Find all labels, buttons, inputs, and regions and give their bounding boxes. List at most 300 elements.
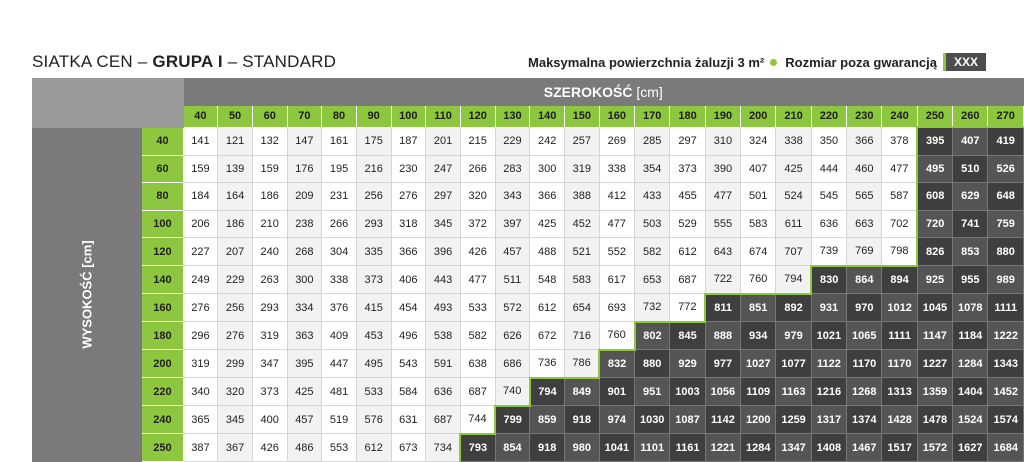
- price-cell: 503: [635, 210, 670, 238]
- price-cell: 121: [218, 127, 253, 155]
- price-cell: 299: [218, 350, 253, 378]
- price-cell: 1142: [705, 406, 740, 434]
- price-cell: 864: [847, 266, 882, 294]
- width-value: 200: [741, 106, 776, 128]
- price-cell: 859: [530, 406, 565, 434]
- price-cell: 266: [460, 155, 495, 183]
- price-cell: 793: [460, 434, 495, 462]
- price-cell: 373: [356, 266, 391, 294]
- price-cell: 460: [847, 155, 882, 183]
- width-header-unit: [cm]: [636, 84, 663, 100]
- height-value: 160: [142, 294, 183, 322]
- price-cell: 366: [530, 183, 565, 211]
- price-cell: 426: [460, 238, 495, 266]
- price-cell: 407: [953, 127, 988, 155]
- height-value: 80: [142, 183, 183, 211]
- price-cell: 1284: [741, 434, 776, 462]
- price-cell: 373: [670, 155, 705, 183]
- price-cell: 772: [670, 294, 705, 322]
- width-value: 220: [811, 106, 846, 128]
- price-cell: 1021: [811, 322, 846, 350]
- table-row: [33, 266, 1024, 294]
- table-row: [33, 238, 1024, 266]
- price-cell: 293: [252, 294, 287, 322]
- price-cell: 565: [847, 183, 882, 211]
- table-row: [33, 406, 1024, 434]
- price-cell: 175: [356, 127, 391, 155]
- price-cell: 760: [599, 322, 634, 350]
- price-cell: 617: [599, 266, 634, 294]
- table-row: [33, 155, 1024, 183]
- price-cell: 335: [356, 238, 391, 266]
- price-cell: 1109: [741, 378, 776, 406]
- price-cell: 638: [460, 350, 495, 378]
- price-cell: 195: [322, 155, 357, 183]
- price-cell: 845: [670, 322, 705, 350]
- price-cell: 184: [183, 183, 218, 211]
- price-cell: 324: [741, 127, 776, 155]
- price-cell: 300: [287, 266, 322, 294]
- price-cell: 1161: [670, 434, 705, 462]
- price-cell: 201: [426, 127, 461, 155]
- price-cell: 648: [988, 183, 1024, 211]
- price-cell: 247: [426, 155, 461, 183]
- price-cell: 794: [776, 266, 811, 294]
- width-value: 230: [847, 106, 882, 128]
- price-cell: 387: [183, 434, 218, 462]
- width-value: 140: [530, 106, 565, 128]
- price-cell: 132: [252, 127, 287, 155]
- price-cell: 970: [847, 294, 882, 322]
- price-cell: 524: [776, 183, 811, 211]
- price-cell: 799: [495, 406, 530, 434]
- price-cell: 1003: [670, 378, 705, 406]
- price-cell: 187: [391, 127, 426, 155]
- price-cell: 276: [218, 322, 253, 350]
- price-cell: 319: [252, 322, 287, 350]
- width-value: 240: [882, 106, 917, 128]
- price-cell: 293: [356, 210, 391, 238]
- price-cell: 880: [988, 238, 1024, 266]
- price-cell: 229: [218, 266, 253, 294]
- price-cell: 734: [426, 434, 461, 462]
- price-cell: 350: [811, 127, 846, 155]
- price-cell: 636: [426, 378, 461, 406]
- price-cell: 268: [287, 238, 322, 266]
- price-cell: 210: [252, 210, 287, 238]
- price-cell: 206: [183, 210, 218, 238]
- table-row: [33, 350, 1024, 378]
- price-cell: 744: [460, 406, 495, 434]
- price-cell: 636: [811, 210, 846, 238]
- price-cell: 1684: [988, 434, 1024, 462]
- price-cell: 979: [776, 322, 811, 350]
- price-cell: 477: [882, 155, 917, 183]
- price-cell: 419: [988, 127, 1024, 155]
- legend: [528, 54, 986, 70]
- price-cell: 231: [322, 183, 357, 211]
- price-cell: 1221: [705, 434, 740, 462]
- price-cell: 319: [183, 350, 218, 378]
- price-cell: 980: [564, 434, 599, 462]
- width-value: 270: [988, 106, 1024, 128]
- price-cell: 366: [391, 238, 426, 266]
- price-cell: 951: [635, 378, 670, 406]
- price-cell: 1041: [599, 434, 634, 462]
- price-cell: 663: [847, 210, 882, 238]
- price-cell: 257: [564, 127, 599, 155]
- price-cell: 320: [218, 378, 253, 406]
- price-cell: 161: [322, 127, 357, 155]
- price-cell: 373: [252, 378, 287, 406]
- price-cell: 1147: [917, 322, 952, 350]
- price-cell: 276: [391, 183, 426, 211]
- table-row: [33, 378, 1024, 406]
- height-value: 220: [142, 378, 183, 406]
- price-cell: 545: [811, 183, 846, 211]
- price-cell: 888: [705, 322, 740, 350]
- table-row: [33, 434, 1024, 462]
- price-cell: 263: [252, 266, 287, 294]
- price-cell: 457: [287, 406, 322, 434]
- width-value: 250: [917, 106, 952, 128]
- price-cell: 481: [322, 378, 357, 406]
- price-cell: 269: [599, 127, 634, 155]
- price-cell: 495: [917, 155, 952, 183]
- price-cell: 433: [635, 183, 670, 211]
- height-value: 240: [142, 406, 183, 434]
- price-cell: 409: [322, 322, 357, 350]
- price-cell: 238: [287, 210, 322, 238]
- price-cell: 720: [917, 210, 952, 238]
- price-cell: 1200: [741, 406, 776, 434]
- price-cell: 707: [776, 238, 811, 266]
- price-cell: 338: [322, 266, 357, 294]
- price-cell: 643: [705, 238, 740, 266]
- price-cell: 159: [252, 155, 287, 183]
- price-cell: 854: [495, 434, 530, 462]
- width-value: 80: [322, 106, 357, 128]
- price-table: [32, 78, 1024, 462]
- price-cell: 390: [705, 155, 740, 183]
- width-value: 50: [218, 106, 253, 128]
- price-cell: 716: [564, 322, 599, 350]
- price-cell: 702: [882, 210, 917, 238]
- title-suffix: – STANDARD: [222, 52, 337, 71]
- price-cell: 583: [741, 210, 776, 238]
- width-value: 150: [564, 106, 599, 128]
- price-cell: 582: [460, 322, 495, 350]
- price-cell: 493: [426, 294, 461, 322]
- price-cell: 612: [530, 294, 565, 322]
- price-cell: 1574: [988, 406, 1024, 434]
- price-cell: 1517: [882, 434, 917, 462]
- price-cell: 830: [811, 266, 846, 294]
- price-cell: 395: [287, 350, 322, 378]
- price-cell: 1428: [882, 406, 917, 434]
- price-cell: 1170: [882, 350, 917, 378]
- price-cell: 736: [530, 350, 565, 378]
- price-cell: 338: [776, 127, 811, 155]
- price-cell: 955: [953, 266, 988, 294]
- price-cell: 811: [705, 294, 740, 322]
- width-value: 120: [460, 106, 495, 128]
- price-cell: 444: [811, 155, 846, 183]
- table-row: [33, 210, 1024, 238]
- price-cell: 147: [287, 127, 322, 155]
- price-cell: 1163: [776, 378, 811, 406]
- width-header-label: SZEROKOŚĆ: [543, 84, 633, 100]
- price-cell: 477: [599, 210, 634, 238]
- price-cell: 365: [183, 406, 218, 434]
- price-cell: 929: [670, 350, 705, 378]
- price-cell: 501: [741, 183, 776, 211]
- price-cell: 1222: [988, 322, 1024, 350]
- price-cell: 1184: [953, 322, 988, 350]
- price-cell: 894: [882, 266, 917, 294]
- price-cell: 611: [776, 210, 811, 238]
- table-row: [33, 183, 1024, 211]
- price-cell: 555: [705, 210, 740, 238]
- price-cell: 1374: [847, 406, 882, 434]
- price-cell: 1359: [917, 378, 952, 406]
- price-cell: 934: [741, 322, 776, 350]
- price-cell: 693: [599, 294, 634, 322]
- title-prefix: SIATKA CEN –: [32, 52, 153, 71]
- price-cell: 552: [599, 238, 634, 266]
- price-cell: 686: [495, 350, 530, 378]
- price-cell: 1268: [847, 378, 882, 406]
- price-cell: 338: [599, 155, 634, 183]
- price-cell: 925: [917, 266, 952, 294]
- width-value: 190: [705, 106, 740, 128]
- price-cell: 739: [811, 238, 846, 266]
- price-cell: 1087: [670, 406, 705, 434]
- width-header: [183, 79, 1023, 106]
- price-cell: 1027: [741, 350, 776, 378]
- price-cell: 304: [322, 238, 357, 266]
- price-cell: 367: [218, 434, 253, 462]
- legend-sample-badge: XXX: [943, 53, 986, 71]
- price-cell: 612: [356, 434, 391, 462]
- price-cell: 397: [495, 210, 530, 238]
- price-cell: 354: [635, 155, 670, 183]
- price-cell: 164: [218, 183, 253, 211]
- price-cell: 1408: [811, 434, 846, 462]
- green-dot-icon: [770, 59, 777, 66]
- width-value: 100: [391, 106, 426, 128]
- title-group: GRUPA I: [152, 52, 223, 71]
- price-cell: 974: [599, 406, 634, 434]
- price-cell: 400: [252, 406, 287, 434]
- price-cell: 653: [635, 266, 670, 294]
- price-cell: 576: [356, 406, 391, 434]
- price-cell: 759: [988, 210, 1024, 238]
- price-cell: 786: [564, 350, 599, 378]
- price-cell: 1452: [988, 378, 1024, 406]
- price-cell: 477: [460, 266, 495, 294]
- price-cell: 529: [670, 210, 705, 238]
- width-value: 160: [599, 106, 634, 128]
- price-cell: 654: [564, 294, 599, 322]
- price-cell: 1347: [776, 434, 811, 462]
- price-cell: 366: [847, 127, 882, 155]
- price-cell: 612: [670, 238, 705, 266]
- price-cell: 266: [322, 210, 357, 238]
- price-cell: 510: [953, 155, 988, 183]
- price-cell: 296: [183, 322, 218, 350]
- corner-cell: [33, 79, 184, 128]
- price-cell: 1077: [776, 350, 811, 378]
- price-cell: 319: [564, 155, 599, 183]
- price-cell: 378: [882, 127, 917, 155]
- price-cell: 553: [322, 434, 357, 462]
- price-cell: 347: [252, 350, 287, 378]
- page-title: [32, 52, 336, 72]
- price-cell: 340: [183, 378, 218, 406]
- price-cell: 452: [564, 210, 599, 238]
- price-cell: 674: [741, 238, 776, 266]
- price-cell: 1313: [882, 378, 917, 406]
- price-cell: 511: [495, 266, 530, 294]
- width-value: 90: [356, 106, 391, 128]
- width-value: 130: [495, 106, 530, 128]
- price-cell: 283: [495, 155, 530, 183]
- price-cell: 285: [635, 127, 670, 155]
- width-value: 70: [287, 106, 322, 128]
- price-cell: 572: [495, 294, 530, 322]
- price-cell: 543: [391, 350, 426, 378]
- price-cell: 851: [741, 294, 776, 322]
- price-cell: 584: [391, 378, 426, 406]
- width-value: 170: [635, 106, 670, 128]
- price-cell: 256: [356, 183, 391, 211]
- price-cell: 297: [670, 127, 705, 155]
- price-cell: 186: [252, 183, 287, 211]
- width-value: 40: [183, 106, 218, 128]
- price-cell: 406: [391, 266, 426, 294]
- height-value: 180: [142, 322, 183, 350]
- price-cell: 672: [530, 322, 565, 350]
- price-cell: 1065: [847, 322, 882, 350]
- price-cell: 587: [882, 183, 917, 211]
- price-cell: 626: [495, 322, 530, 350]
- price-cell: 1343: [988, 350, 1024, 378]
- price-cell: 300: [530, 155, 565, 183]
- height-value: 200: [142, 350, 183, 378]
- price-cell: 519: [322, 406, 357, 434]
- width-value: 110: [426, 106, 461, 128]
- price-cell: 1030: [635, 406, 670, 434]
- price-cell: 1524: [953, 406, 988, 434]
- price-cell: 533: [356, 378, 391, 406]
- price-cell: 345: [218, 406, 253, 434]
- price-cell: 892: [776, 294, 811, 322]
- height-axis-label: [33, 127, 142, 462]
- price-cell: 176: [287, 155, 322, 183]
- price-cell: 227: [183, 238, 218, 266]
- price-cell: 931: [811, 294, 846, 322]
- price-cell: 760: [741, 266, 776, 294]
- price-cell: 548: [530, 266, 565, 294]
- price-cell: 608: [917, 183, 952, 211]
- price-cell: 240: [252, 238, 287, 266]
- price-cell: 977: [705, 350, 740, 378]
- price-cell: 486: [287, 434, 322, 462]
- price-cell: 853: [953, 238, 988, 266]
- price-cell: 141: [183, 127, 218, 155]
- price-cell: 412: [599, 183, 634, 211]
- height-value: 100: [142, 210, 183, 238]
- price-cell: 334: [287, 294, 322, 322]
- price-cell: 1227: [917, 350, 952, 378]
- price-cell: 1012: [882, 294, 917, 322]
- price-cell: 320: [460, 183, 495, 211]
- table-row: [33, 127, 1024, 155]
- price-grid: [32, 78, 1024, 462]
- price-cell: 591: [426, 350, 461, 378]
- price-cell: 453: [356, 322, 391, 350]
- price-cell: 722: [705, 266, 740, 294]
- price-cell: 880: [635, 350, 670, 378]
- price-cell: 425: [776, 155, 811, 183]
- price-cell: 495: [356, 350, 391, 378]
- price-cell: 629: [953, 183, 988, 211]
- price-cell: 583: [564, 266, 599, 294]
- price-cell: 732: [635, 294, 670, 322]
- price-cell: 425: [287, 378, 322, 406]
- price-cell: 533: [460, 294, 495, 322]
- price-cell: 215: [460, 127, 495, 155]
- price-cell: 310: [705, 127, 740, 155]
- price-cell: 376: [322, 294, 357, 322]
- price-cell: 826: [917, 238, 952, 266]
- price-cell: 526: [988, 155, 1024, 183]
- price-cell: 538: [426, 322, 461, 350]
- price-cell: 297: [426, 183, 461, 211]
- price-cell: 1170: [847, 350, 882, 378]
- price-cell: 242: [530, 127, 565, 155]
- price-cell: 207: [218, 238, 253, 266]
- price-cell: 425: [530, 210, 565, 238]
- price-cell: 249: [183, 266, 218, 294]
- price-cell: 1216: [811, 378, 846, 406]
- price-cell: 396: [426, 238, 461, 266]
- height-value: 60: [142, 155, 183, 183]
- price-cell: 345: [426, 210, 461, 238]
- price-cell: 1467: [847, 434, 882, 462]
- price-cell: 1078: [953, 294, 988, 322]
- price-cell: 454: [391, 294, 426, 322]
- price-cell: 407: [741, 155, 776, 183]
- height-value: 40: [142, 127, 183, 155]
- price-cell: 443: [426, 266, 461, 294]
- width-value: 210: [776, 106, 811, 128]
- height-value: 140: [142, 266, 183, 294]
- height-value: 250: [142, 434, 183, 462]
- price-cell: 159: [183, 155, 218, 183]
- price-cell: 276: [183, 294, 218, 322]
- price-cell: 318: [391, 210, 426, 238]
- price-cell: 769: [847, 238, 882, 266]
- price-cell: 230: [391, 155, 426, 183]
- price-cell: 1572: [917, 434, 952, 462]
- legend-out-of-warranty: Rozmiar poza gwarancją: [785, 54, 937, 70]
- price-cell: 1101: [635, 434, 670, 462]
- price-cell: 687: [426, 406, 461, 434]
- price-cell: 741: [953, 210, 988, 238]
- price-cell: 687: [670, 266, 705, 294]
